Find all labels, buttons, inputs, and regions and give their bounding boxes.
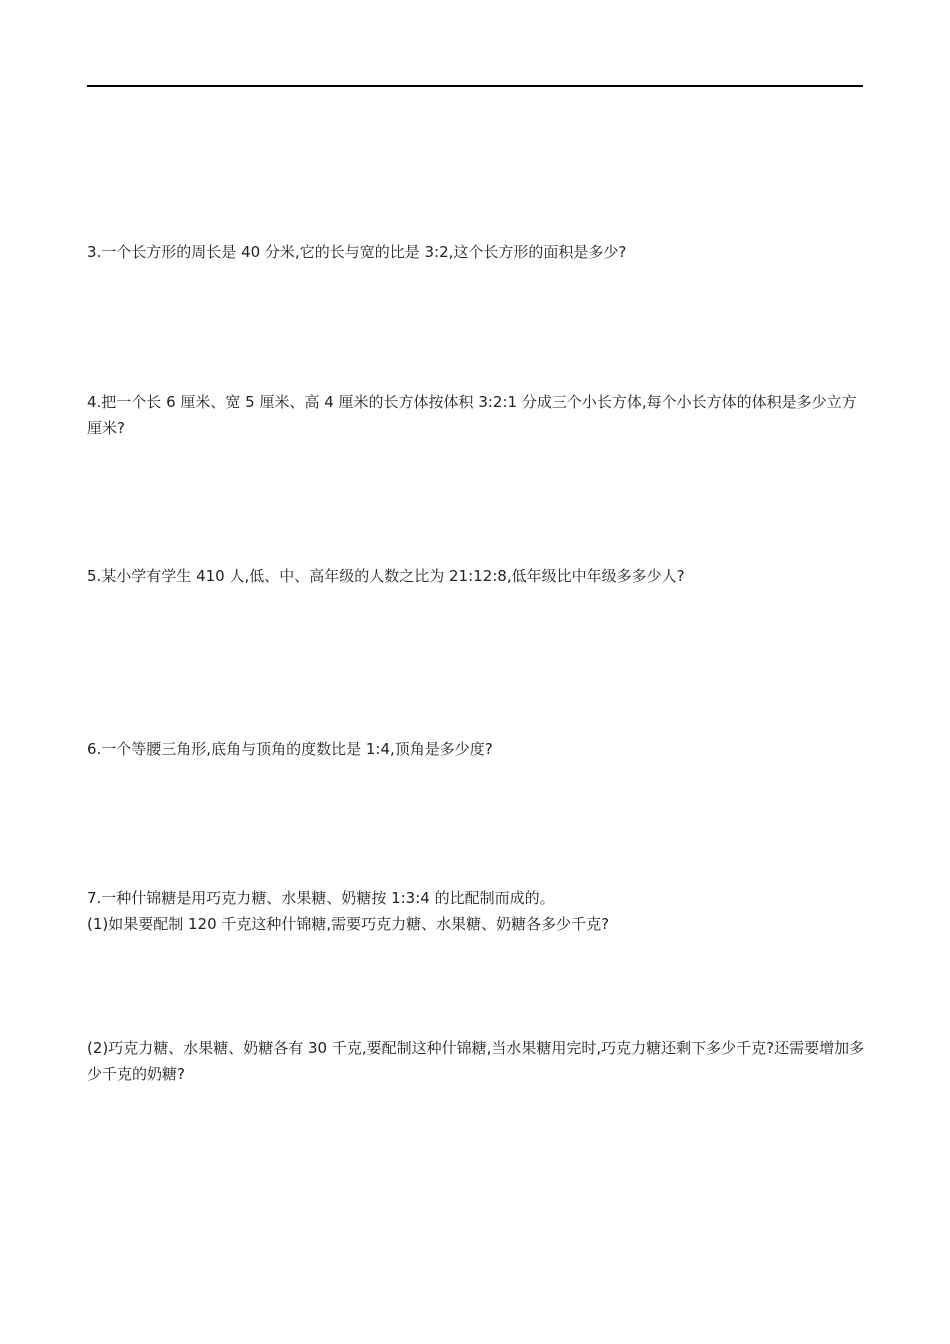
- question-7-part-1: (1)如果要配制 120 千克这种什锦糖,需要巧克力糖、水果糖、奶糖各多少千克?: [87, 915, 610, 933]
- question-6: 6.一个等腰三角形,底角与顶角的度数比是 1:4,顶角是多少度?: [87, 740, 493, 758]
- question-7-intro: 7.一种什锦糖是用巧克力糖、水果糖、奶糖按 1:3:4 的比配制而成的。: [87, 889, 555, 907]
- question-5: 5.某小学有学生 410 人,低、中、高年级的人数之比为 21:12:8,低年级比中年级多多少人?: [87, 567, 685, 585]
- question-7-part-2: (2)巧克力糖、水果糖、奶糖各有 30 千克,要配制这种什锦糖,当水果糖用完时,巧克力糖还剩下多少千克?还需要增加多少千克的奶糖?: [87, 1039, 865, 1083]
- question-7: [87, 885, 865, 937]
- header-rule: [87, 85, 863, 87]
- question-4: 4.把一个长 6 厘米、宽 5 厘米、高 4 厘米的长方体按体积 3:2:1 分成三个小长方体,每个小长方体的体积是多少立方厘米?: [87, 393, 857, 437]
- question-3: 3.一个长方形的周长是 40 分米,它的长与宽的比是 3:2,这个长方形的面积是多少?: [87, 243, 627, 261]
